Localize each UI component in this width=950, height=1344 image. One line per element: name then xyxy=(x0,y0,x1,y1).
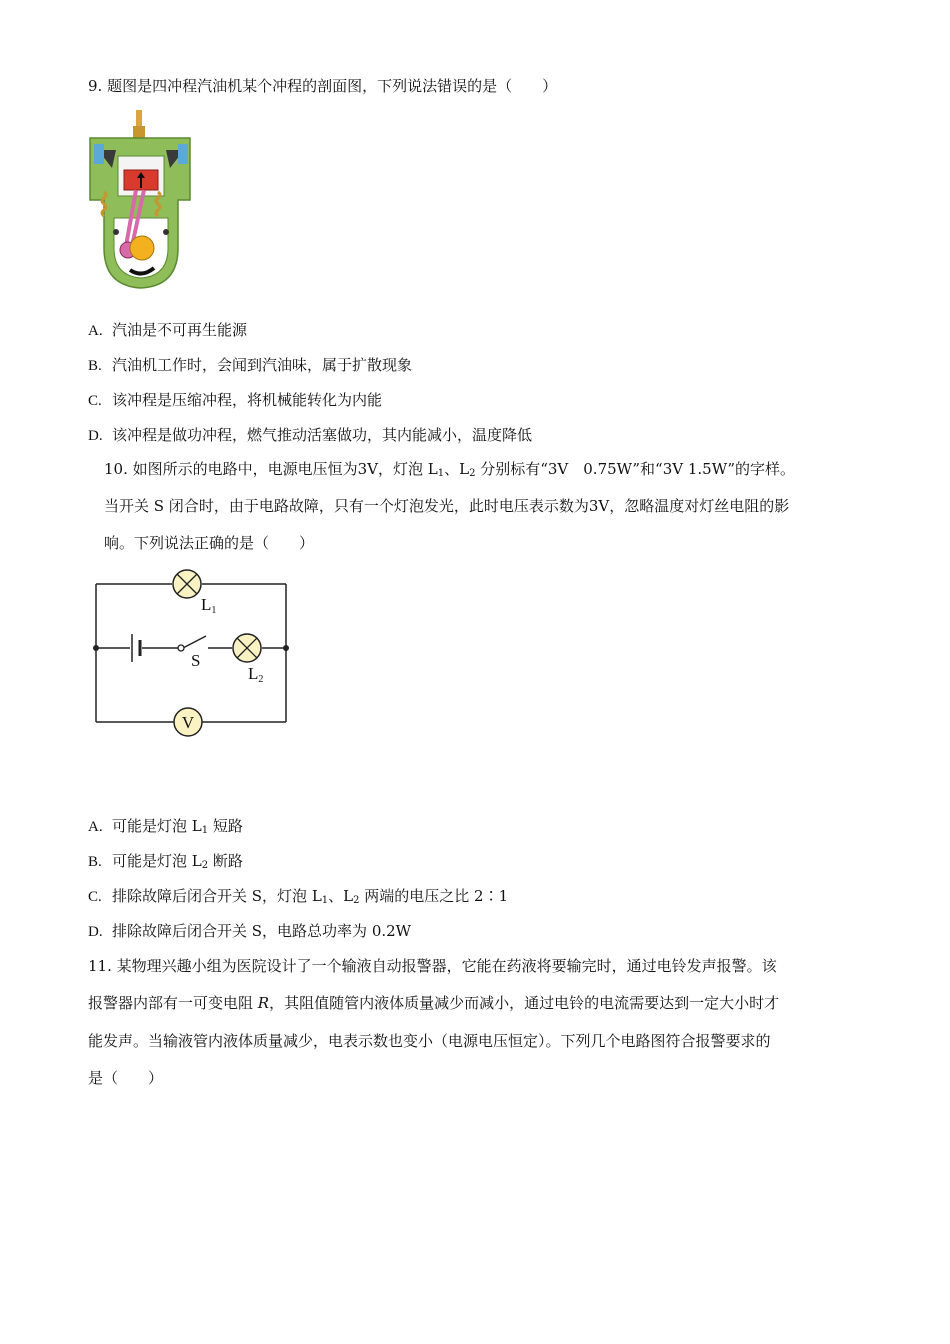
l2-label: L2 xyxy=(248,664,264,685)
voltmeter-label: V xyxy=(181,713,195,732)
q9-option-c: C. 该冲程是压缩冲程，将机械能转化为内能 xyxy=(88,391,383,409)
q9-option-a: A. 汽油是不可再生能源 xyxy=(88,321,248,339)
q11-stem-line2: 报警器内部有一可变电阻 R，其阻值随管内液体质量减少而减小，通过电铃的电流需要达到一定大小时才 xyxy=(88,994,780,1012)
q10-stem-line2: 当开关 S 闭合时，由于电路故障，只有一个灯泡发光，此时电压表示数为3V，忽略温度对灯丝电阻的影 xyxy=(104,497,790,515)
q9-option-d: D. 该冲程是做功冲程，燃气推动活塞做功，其内能减小，温度降低 xyxy=(88,426,533,444)
q10-option-c: C. 排除故障后闭合开关 S，灯泡 $L_1$、$L_2$ 两端的电压之比 2∶1 xyxy=(88,887,509,906)
q10-option-d: D. 排除故障后闭合开关 S，电路总功率为 0.2W xyxy=(88,922,412,940)
switch-label: S xyxy=(191,651,201,670)
l1-label: L1 xyxy=(201,595,217,616)
q9-option-b: B. 汽油机工作时，会闻到汽油味，属于扩散现象 xyxy=(88,356,413,374)
q10-option-a: A. 可能是灯泡 $L_1$ 短路 xyxy=(88,817,243,836)
q10-stem-line3: 响。下列说法正确的是（ ） xyxy=(104,534,315,552)
q10-stem-line1: 10. 如图所示的电路中，电源电压恒为3V，灯泡 $L_1$、$L_2$ 分别标有“3V 0.75W”和“3V 1.5W”的字样。 xyxy=(104,460,796,479)
lamp-l1-icon xyxy=(173,570,201,598)
q11-stem-line4: 是（ ） xyxy=(88,1069,164,1087)
circuit-diagram xyxy=(88,566,298,742)
q11-stem-line3: 能发声。当输液管内液体质量减少，电表示数也变小（电源电压恒定）。下列几个电路图符合报警要求的 xyxy=(88,1032,771,1050)
q9-stem: 9. 题图是四冲程汽油机某个冲程的剖面图，下列说法错误的是（ ） xyxy=(88,77,558,95)
q10-option-b: B. 可能是灯泡 $L_2$ 断路 xyxy=(88,852,243,871)
lamp-l2-icon xyxy=(233,634,261,662)
q11-stem-line1: 11. 某物理兴趣小组为医院设计了一个输液自动报警器，它能在药液将要输完时，通过电铃发声报警。该 xyxy=(88,957,777,975)
engine-cross-section-figure xyxy=(86,108,196,293)
